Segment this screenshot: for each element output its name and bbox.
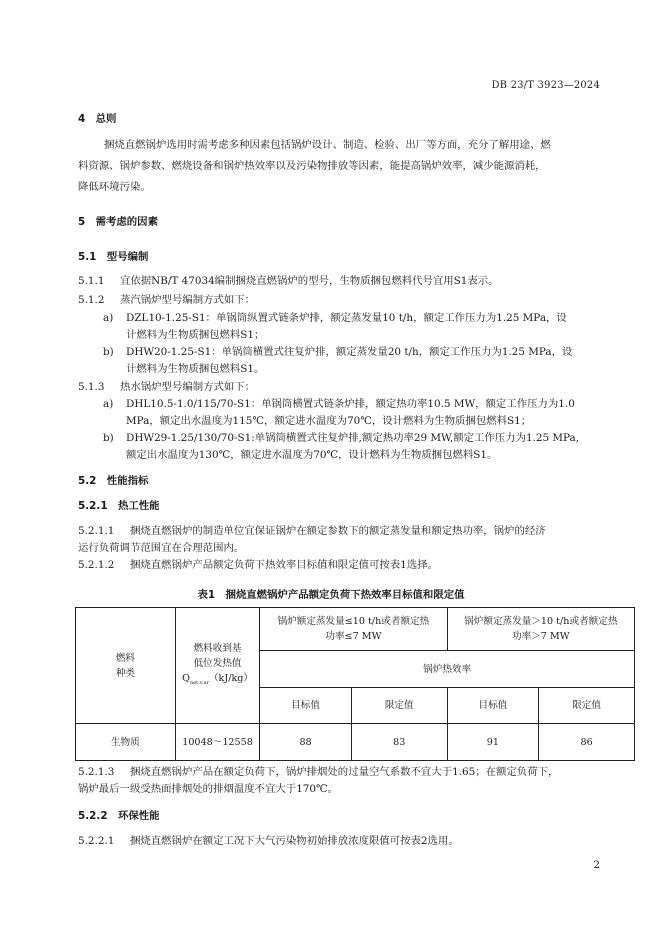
clause-5-1-2-number: 5.1.2 xyxy=(78,294,105,306)
small-limit-header: 限定值 xyxy=(351,688,447,724)
table-row xyxy=(76,724,635,761)
small-limit-cell: 83 xyxy=(351,724,447,761)
item-line: DZL10-1.25-S1：单锅筒纵置式链条炉排，额定蒸发量10 t/h，额定工作压力为1.25 MPa，设 xyxy=(126,312,567,324)
item-a-mark: a) xyxy=(103,312,114,324)
clause-5-2-1-1-number: 5.2.1.1 xyxy=(78,525,115,537)
fuel-cell: 生物质 xyxy=(76,724,176,761)
section-4-line-3: 降低环境污染。 xyxy=(78,181,151,193)
large-target-cell: 91 xyxy=(447,724,539,761)
clause-5-2-1-3-number: 5.2.1.3 xyxy=(78,766,115,778)
clause-5-1-1-number: 5.1.1 xyxy=(78,275,105,287)
section-4-title: 4 总则 xyxy=(78,113,117,125)
item-a-mark: a) xyxy=(103,398,114,410)
clause-5-2-1-3-line-1: 捆烧直燃锅炉产品在额定负荷下，锅炉排烟处的过量空气系数不宜大于1.65；在额定负荷下， xyxy=(130,766,559,778)
clause-5-2-1-2-number: 5.2.1.2 xyxy=(78,559,115,571)
item-b-mark: b) xyxy=(103,432,114,444)
page-number: 2 xyxy=(593,859,600,871)
clause-5-1-3-number: 5.1.3 xyxy=(78,381,105,393)
item-line: MPa，额定出水温度为115℃，额定进水温度为70℃，设计燃料为生物质捆包燃料S1； xyxy=(126,415,532,427)
efficiency-header: 锅炉热效率 xyxy=(260,651,635,688)
section-4-line-1: 捆烧直燃锅炉选用时需考虑多种因素包括锅炉设计、制造、检验、出厂等方面，充分了解用途、燃 xyxy=(104,139,551,151)
clause-5-2-2-1-text: 捆烧直燃锅炉在额定工况下大气污染物初始排放浓度限值可按表2选用。 xyxy=(130,835,459,847)
small-target-header: 目标值 xyxy=(260,688,352,724)
efficiency-table xyxy=(75,607,635,761)
section-5-1-title: 5.1 型号编制 xyxy=(78,251,149,263)
item-line: 计燃料为生物质捆包燃料S1。 xyxy=(126,363,265,375)
item-line: DHW20-1.25-S1：单锅筒横置式往复炉排，额定蒸发量20 t/h，额定工作压力为1.25 MPa，设 xyxy=(126,346,573,358)
heat-value-cell: 10048～12558 xyxy=(175,724,259,761)
section-5-title: 5 需考虑的因素 xyxy=(78,216,158,228)
small-target-cell: 88 xyxy=(260,724,352,761)
item-line: DHW29-1.25/130/70-S1:单锅筒横置式往复炉排,额定热功率29 MW,额定工作压力为1.25 MPa, xyxy=(126,432,580,444)
small-boiler-group-header: 锅炉额定蒸发量≤10 t/h或者额定热 功率≤7 MW xyxy=(260,608,447,651)
item-line: 额定出水温度为130℃，额定进水温度为70℃，设计燃料为生物质捆包燃料S1。 xyxy=(126,449,498,461)
clause-5-2-1-1-line-2: 运行负荷调节范围宜在合理范围内。 xyxy=(78,542,245,554)
document-code: DB 23/T 3923—2024 xyxy=(491,80,600,91)
clause-5-1-2-text: 蒸汽锅炉型号编制方式如下： xyxy=(120,294,256,306)
item-line: DHL10.5-1.0/115/70-S1：单锅筒横置式链条炉排，额定热功率10.5 MW，额定工作压力为1.0 xyxy=(126,398,575,410)
section-4-line-2: 料资源、锅炉参数、燃烧设备和锅炉热效率以及污染物排放等因素，能提高锅炉效率，减少能源消耗， xyxy=(78,160,546,172)
item-line: 计燃料为生物质捆包燃料S1； xyxy=(126,329,265,341)
table-1-caption: 表1 捆烧直燃锅炉产品额定负荷下热效率目标值和限定值 xyxy=(197,589,465,601)
large-target-header: 目标值 xyxy=(447,688,539,724)
large-boiler-group-header: 锅炉额定蒸发量＞10 t/h或者额定热 功率＞7 MW xyxy=(447,608,634,651)
clause-5-2-2-1-number: 5.2.2.1 xyxy=(78,835,115,847)
clause-5-2-1-1-line-1: 捆烧直燃锅炉的制造单位宜保证锅炉在额定参数下的额定蒸发量和额定热功率，锅炉的经济 xyxy=(130,525,546,537)
item-b-mark: b) xyxy=(103,346,114,358)
large-limit-cell: 86 xyxy=(539,724,635,761)
large-limit-header: 限定值 xyxy=(539,688,635,724)
clause-5-1-1-text: 宜依据NB/T 47034编制捆烧直燃锅炉的型号，生物质捆包燃料代号宜用S1表示。 xyxy=(120,275,499,287)
section-5-2-2-title: 5.2.2 环保性能 xyxy=(78,810,160,822)
clause-5-2-1-3-line-2: 锅炉最后一级受热面排烟处的排烟温度不宜大于170℃。 xyxy=(78,783,339,795)
clause-5-1-3-text: 热水锅炉型号编制方式如下： xyxy=(120,381,256,393)
clause-5-2-1-2-text: 捆烧直燃锅炉产品额定负荷下热效率目标值和限定值可按表1选择。 xyxy=(130,559,438,571)
section-5-2-title: 5.2 性能指标 xyxy=(78,475,149,487)
section-5-2-1-title: 5.2.1 热工性能 xyxy=(78,500,160,512)
fuel-type-header: 燃料 种类 xyxy=(76,608,176,724)
heat-value-header: 燃料收到基 低位发热值 $Q_{net,v,ar}(kJ/kg)$ xyxy=(175,608,259,724)
